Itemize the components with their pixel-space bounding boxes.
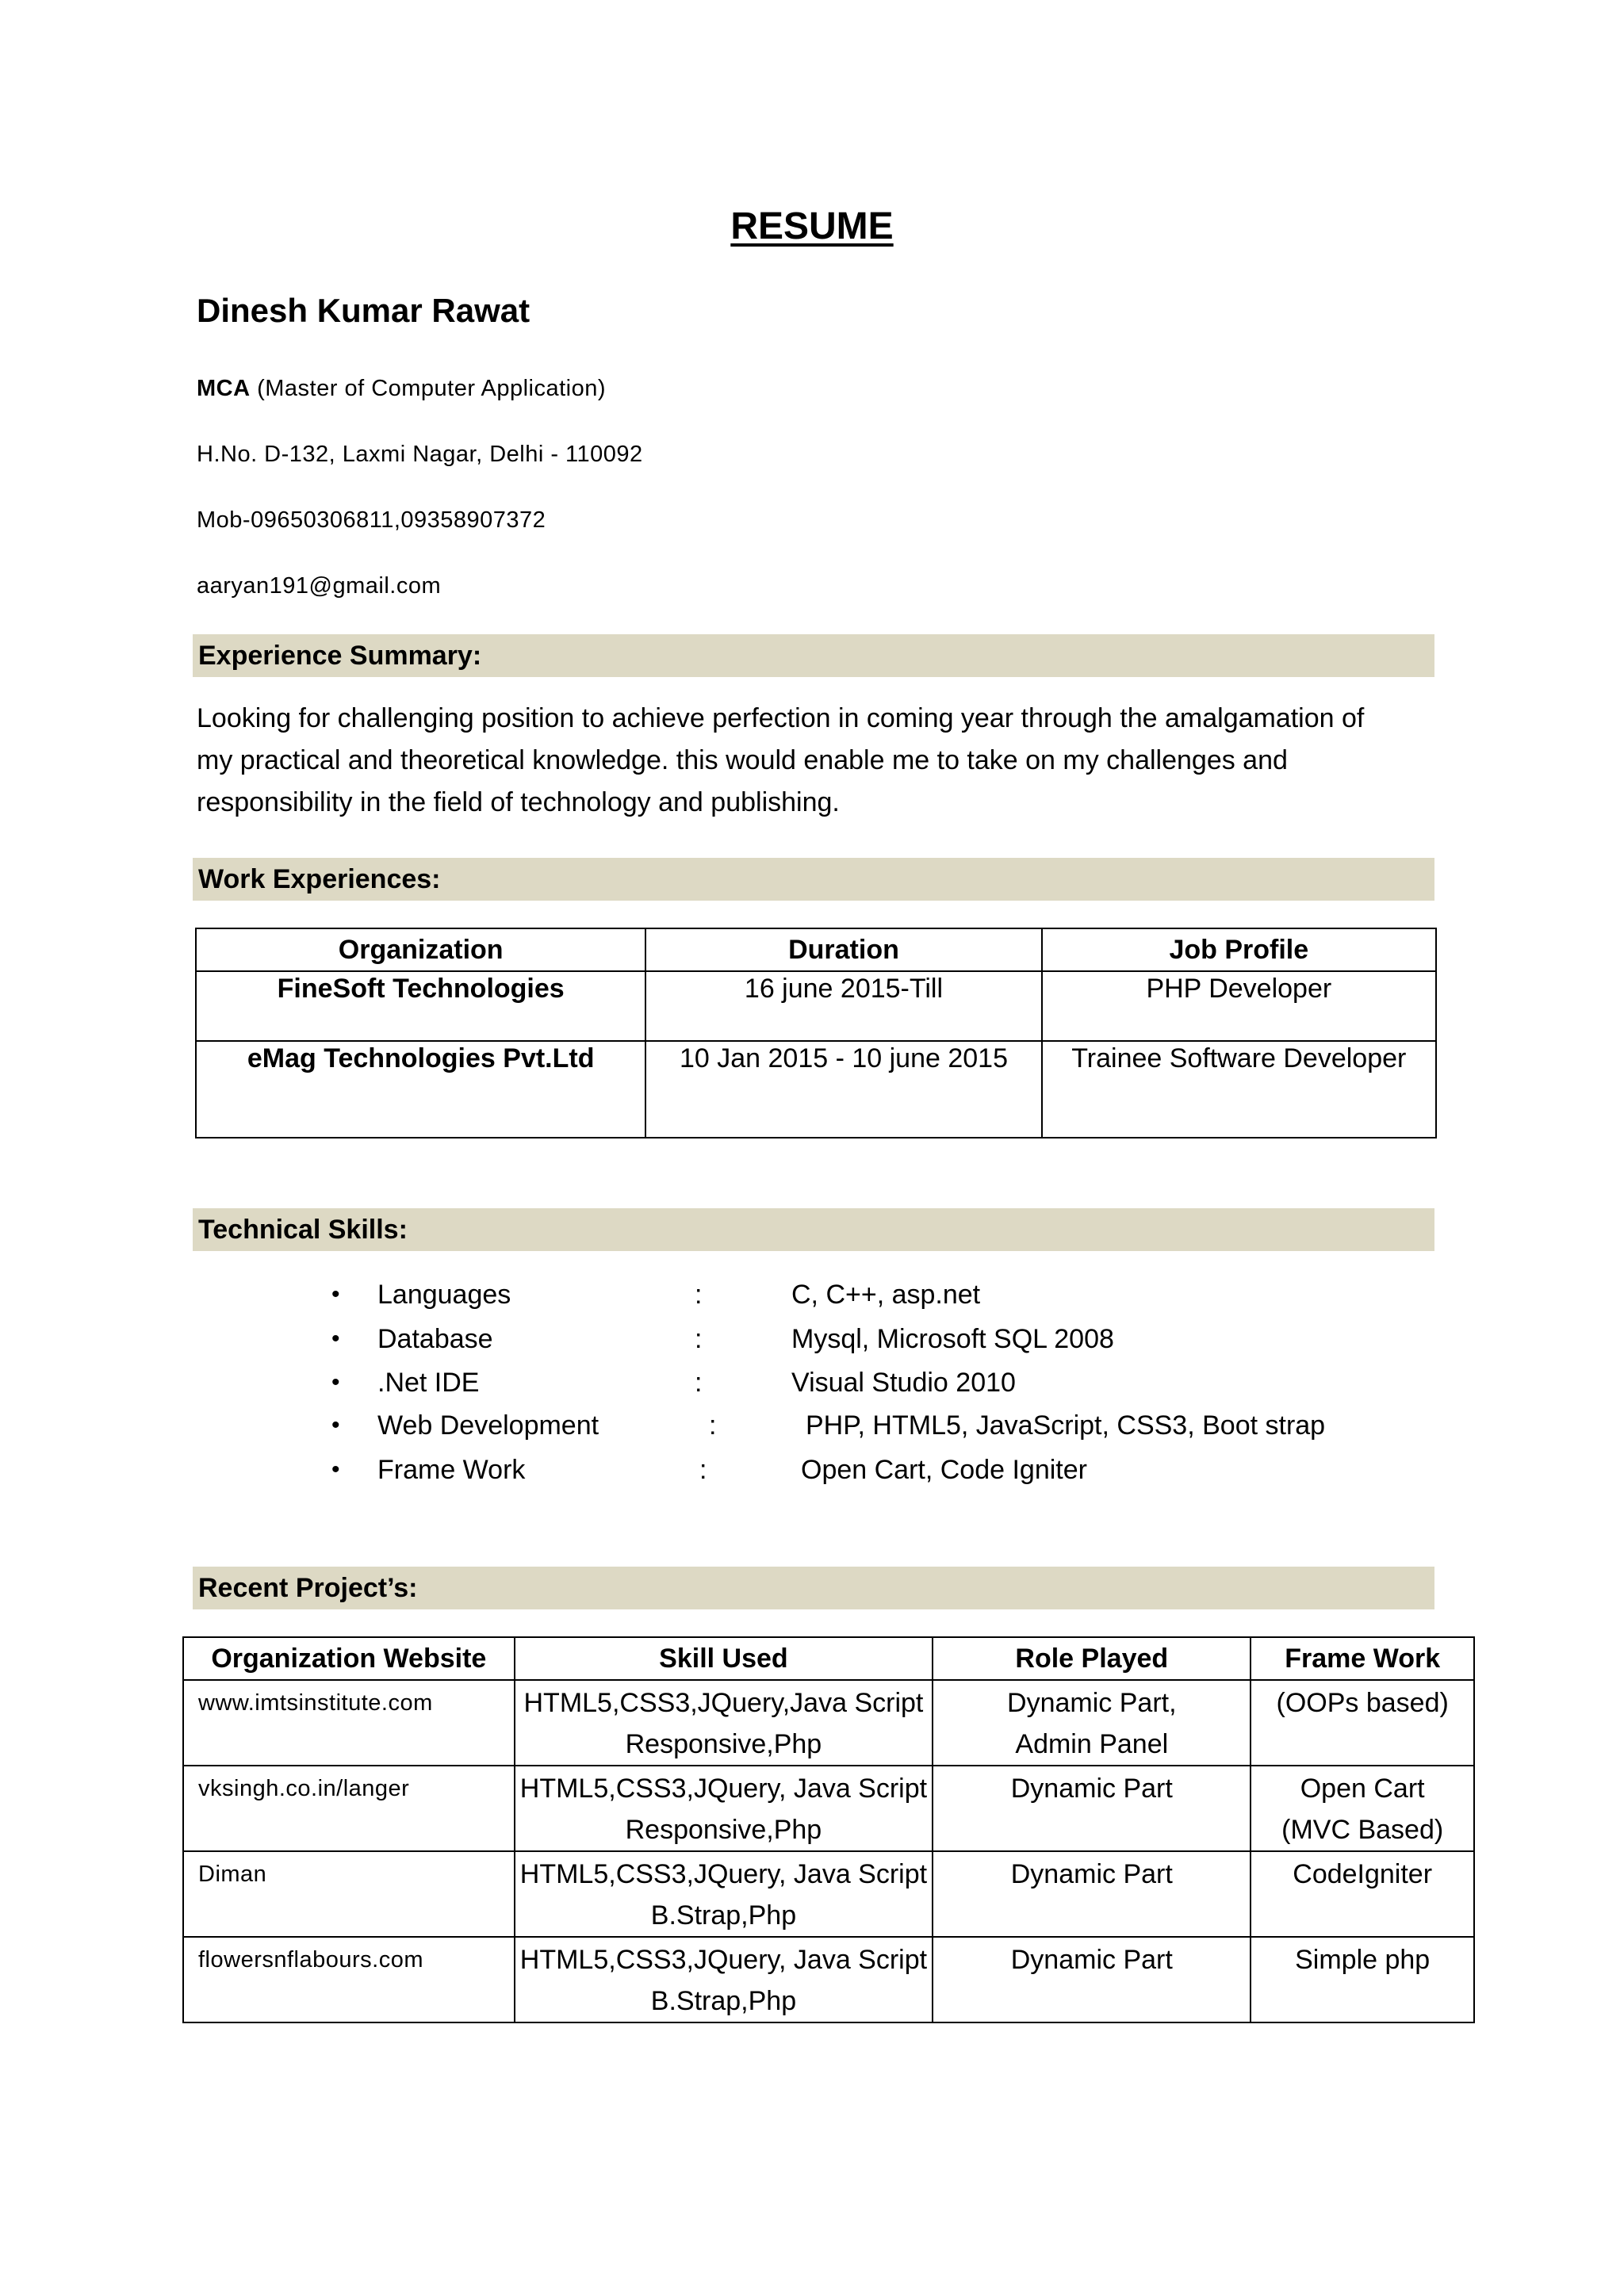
skill-separator: : <box>695 1324 703 1354</box>
cell-line: B.Strap,Php <box>650 1986 797 2016</box>
list-item <box>0 1280 1624 1319</box>
job-profile-cell: PHP Developer <box>1042 971 1436 1041</box>
cell-line: HTML5,CSS3,JQuery,Java Script <box>523 1688 924 1718</box>
cell-line: HTML5,CSS3,JQuery, Java Script <box>519 1774 928 1804</box>
skill-cell <box>515 1680 933 1766</box>
cell-line: CodeIgniter <box>1293 1859 1433 1889</box>
table-row <box>196 971 1436 1041</box>
cell-line: Dynamic Part, <box>1007 1688 1177 1718</box>
section-experience-summary: Experience Summary: <box>193 634 1434 677</box>
duration-cell: 10 Jan 2015 - 10 june 2015 <box>645 1041 1041 1138</box>
list-item <box>0 1324 1624 1364</box>
skill-label: Web Development <box>377 1410 599 1441</box>
email: aaryan191@gmail.com <box>197 573 442 599</box>
bullet-icon: • <box>331 1369 340 1395</box>
skill-value: PHP, HTML5, JavaScript, CSS3, Boot strap <box>806 1410 1326 1441</box>
role-cell <box>933 1851 1251 1937</box>
cell-line: Dynamic Part <box>1010 1774 1173 1804</box>
cell-line: HTML5,CSS3,JQuery, Java Script <box>519 1859 928 1889</box>
degree-line <box>197 376 606 402</box>
summary-text <box>197 698 1434 824</box>
cell-line: (MVC Based) <box>1281 1815 1444 1845</box>
work-experience-table <box>195 928 1437 1138</box>
skill-value: Visual Studio 2010 <box>791 1368 1016 1398</box>
skill-separator: : <box>709 1410 717 1441</box>
skill-label: Frame Work <box>377 1455 526 1485</box>
column-header: Organization <box>196 928 645 971</box>
skill-cell <box>515 1851 933 1937</box>
skill-value: Mysql, Microsoft SQL 2008 <box>791 1324 1114 1354</box>
table-row <box>196 1041 1436 1138</box>
cell-line: Dynamic Part <box>1010 1945 1173 1975</box>
role-cell <box>933 1766 1251 1851</box>
list-item <box>0 1455 1624 1494</box>
job-profile-cell: Trainee Software Developer <box>1042 1041 1436 1138</box>
summary-line: Looking for challenging position to achieve perfection in coming year through the amalgamation of <box>197 703 1365 733</box>
skill-cell <box>515 1766 933 1851</box>
page-title: RESUME <box>730 205 894 247</box>
list-item <box>0 1410 1624 1450</box>
table-row <box>183 1680 1474 1766</box>
list-item <box>0 1368 1624 1407</box>
role-cell <box>933 1680 1251 1766</box>
skill-value: C, C++, asp.net <box>791 1280 981 1310</box>
skill-cell <box>515 1937 933 2022</box>
framework-cell <box>1251 1680 1474 1766</box>
cell-line: HTML5,CSS3,JQuery, Java Script <box>519 1945 928 1975</box>
skill-value: Open Cart, Code Igniter <box>801 1455 1087 1485</box>
column-header: Job Profile <box>1042 928 1436 971</box>
cell-line: Responsive,Php <box>625 1815 822 1845</box>
cell-line: Dynamic Part <box>1010 1859 1173 1889</box>
column-header: Duration <box>645 928 1041 971</box>
cell-line: Simple php <box>1295 1945 1431 1975</box>
skill-label: .Net IDE <box>377 1368 480 1398</box>
framework-cell <box>1251 1937 1474 2022</box>
bullet-icon: • <box>331 1456 340 1483</box>
summary-line: responsibility in the field of technology and publishing. <box>197 787 840 817</box>
website-cell: www.imtsinstitute.com <box>183 1680 515 1766</box>
skill-separator: : <box>695 1280 703 1310</box>
cell-line: (OOPs based) <box>1276 1688 1449 1718</box>
address: H.No. D-132, Laxmi Nagar, Delhi - 110092 <box>197 442 643 467</box>
cell-line: Responsive,Php <box>625 1729 822 1759</box>
cell-line: Admin Panel <box>1015 1729 1169 1759</box>
website-cell: vksingh.co.in/langer <box>183 1766 515 1851</box>
organization-cell: FineSoft Technologies <box>196 971 645 1041</box>
table-row <box>183 1851 1474 1937</box>
framework-cell <box>1251 1766 1474 1851</box>
skill-separator: : <box>695 1368 703 1398</box>
degree-full: (Master of Computer Application) <box>257 376 607 401</box>
bullet-icon: • <box>331 1281 340 1307</box>
bullet-icon: • <box>331 1326 340 1352</box>
cell-line: B.Strap,Php <box>650 1900 797 1931</box>
column-header: Skill Used <box>515 1637 933 1680</box>
section-recent-projects: Recent Project’s: <box>193 1567 1434 1609</box>
column-header: Role Played <box>933 1637 1251 1680</box>
table-header-row <box>183 1637 1474 1680</box>
organization-cell: eMag Technologies Pvt.Ltd <box>196 1041 645 1138</box>
projects-table <box>182 1636 1475 2023</box>
column-header: Frame Work <box>1251 1637 1474 1680</box>
table-row <box>183 1766 1474 1851</box>
table-header-row <box>196 928 1436 971</box>
section-work-experiences: Work Experiences: <box>193 858 1434 901</box>
summary-line: my practical and theoretical knowledge. this would enable me to take on my challenges and <box>197 745 1288 775</box>
website-cell: Diman <box>183 1851 515 1937</box>
bullet-icon: • <box>331 1412 340 1438</box>
skill-separator: : <box>699 1455 707 1485</box>
website-cell: flowersnflabours.com <box>183 1937 515 2022</box>
degree-abbr: MCA <box>197 376 251 401</box>
mobile: Mob-09650306811,09358907372 <box>197 507 546 533</box>
section-technical-skills: Technical Skills: <box>193 1208 1434 1251</box>
column-header: Organization Website <box>183 1637 515 1680</box>
cell-line: Open Cart <box>1300 1774 1425 1804</box>
duration-cell: 16 june 2015-Till <box>645 971 1041 1041</box>
skill-label: Languages <box>377 1280 511 1310</box>
framework-cell <box>1251 1851 1474 1937</box>
table-row <box>183 1937 1474 2022</box>
candidate-name: Dinesh Kumar Rawat <box>197 292 530 329</box>
role-cell <box>933 1937 1251 2022</box>
skill-label: Database <box>377 1324 493 1354</box>
